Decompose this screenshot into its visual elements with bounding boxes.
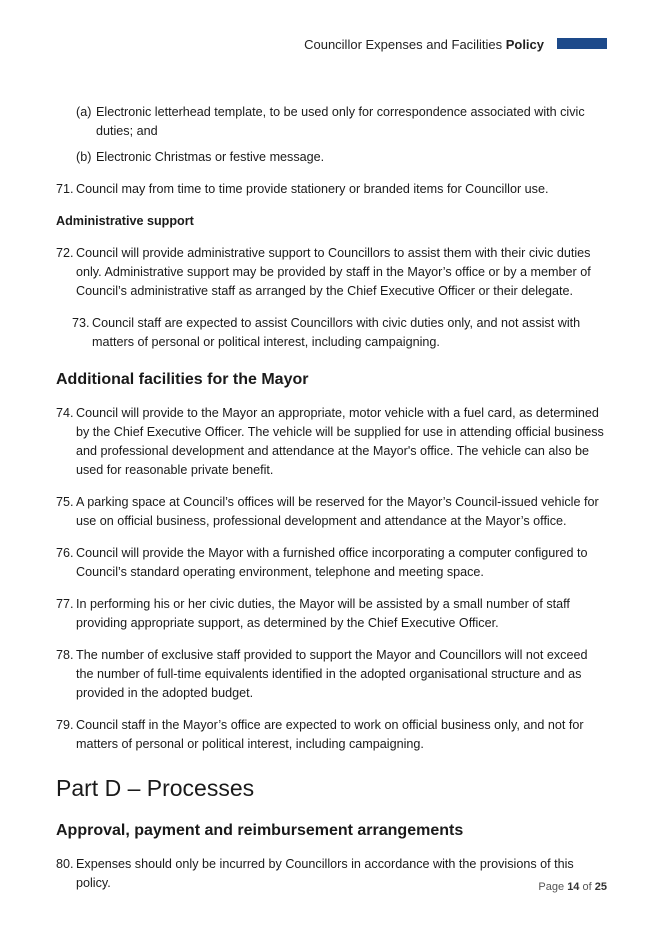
item-number: (b) [76,150,92,164]
list-item-b [56,148,608,167]
clause-number: 73. [72,316,90,330]
running-header [304,37,544,52]
clause-text: Council staff are expected to assist Councillors with civic duties only, and not assist with matters of personal or political interest, including campaigning. [92,316,581,349]
clause-text: Council staff in the Mayor’s office are expected to work on official business only, and not for matters of personal or political interest, including campaigning. [76,718,584,751]
clause-text: Council will provide administrative support to Councillors to assist them with their civic duties only. Administrative support may be provided by staff in the Mayor’s office or by a member of Council’s administrative staff as arranged by the Chief Executive Officer or their delegate. [76,246,591,298]
item-number: (a) [76,105,92,119]
section-heading-mayor-facilities: Additional facilities for the Mayor [56,371,309,388]
clause-text: Council may from time to time provide stationery or branded items for Councillor use. [76,182,549,196]
clause-75 [56,493,608,531]
page-of: of [582,881,592,893]
clause-79 [56,716,608,754]
page-current: 14 [567,881,580,893]
page-footer [538,881,607,893]
clause-text: In performing his or her civic duties, the Mayor will be assisted by a small number of staff providing appropriate support, as determined by the Chief Executive Officer. [76,597,570,630]
clause-text: Expenses should only be incurred by Councillors in accordance with the provisions of this policy. [76,857,574,890]
section-heading-approval: Approval, payment and reimbursement arrangements [56,822,464,839]
clause-80 [56,855,608,893]
clause-77 [56,595,608,633]
header-accent-bar [557,38,607,49]
clause-number: 71. [56,182,74,196]
clause-78 [56,646,608,703]
item-text: Electronic Christmas or festive message. [96,150,325,164]
clause-74 [56,404,608,480]
clause-text: The number of exclusive staff provided to support the Mayor and Councillors will not exceed the number of full-time equivalents identified in the adopted organisational structure and as provided in the adopted budget. [76,648,588,700]
clause-text: Council will provide to the Mayor an appropriate, motor vehicle with a fuel card, as determined by the Chief Executive Officer. The vehicle will be supplied for use in attending official business and professional development and attendance at the Mayor's office. The vehicle can also be used for reasonable private benefit. [76,406,604,477]
page-label: Page [538,881,565,893]
subheading-administrative-support: Administrative support [56,214,194,228]
clause-text: A parking space at Council’s offices will be reserved for the Mayor’s Council-issued vehicle for use on official business, professional development and attendance at the Mayor’s office. [76,495,599,528]
clause-number: 76. [56,546,74,560]
clause-number: 80. [56,857,74,871]
clause-text: Council will provide the Mayor with a furnished office incorporating a computer configured to Council’s standard operating environment, telephone and meeting space. [76,546,588,579]
page-total: 25 [594,881,607,893]
header-title-bold: Policy [505,37,544,52]
list-item-a [56,103,608,141]
clause-number: 75. [56,495,74,509]
part-heading: Part D – Processes [56,775,255,801]
clause-76 [56,544,608,582]
clause-number: 74. [56,406,74,420]
clause-number: 77. [56,597,74,611]
header-title: Councillor Expenses and Facilities [304,37,503,52]
clause-72 [56,244,608,301]
clause-number: 78. [56,648,74,662]
clause-number: 79. [56,718,74,732]
document-body [56,103,608,893]
clause-71 [56,180,608,199]
clause-73 [56,314,608,352]
clause-number: 72. [56,246,74,260]
item-text: Electronic letterhead template, to be used only for correspondence associated with civic duties; and [96,105,585,138]
